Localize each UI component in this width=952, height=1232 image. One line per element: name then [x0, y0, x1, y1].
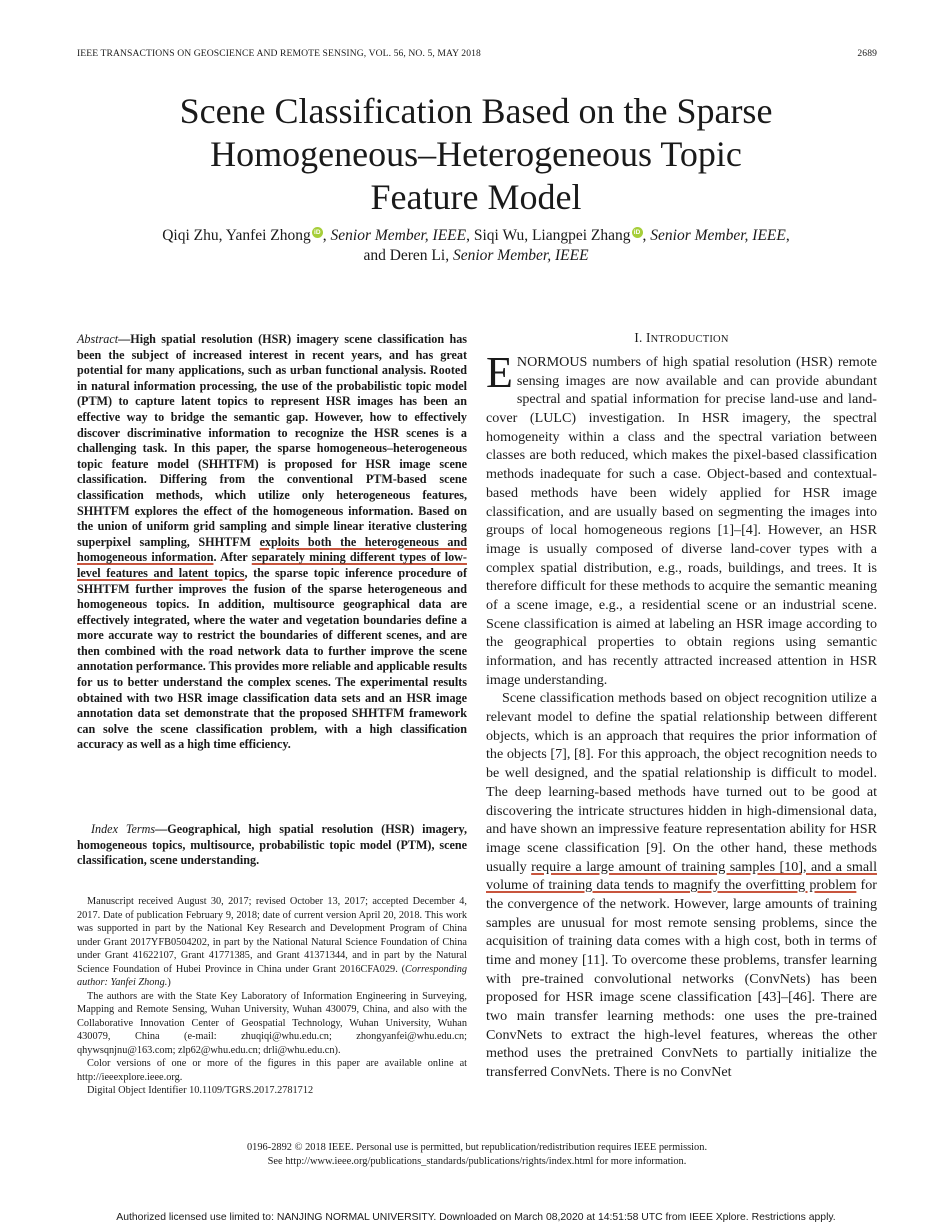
title-line-1: Scene Classification Based on the Sparse: [179, 91, 773, 131]
author-list: [90, 226, 862, 266]
author-line-2: [90, 246, 862, 266]
index-terms-text: Geographical, high spatial resolution (HSR) imagery, homogeneous topics, multisource, probabilistic topic model (PTM), scene classification, scene understanding.: [77, 822, 467, 868]
footnote-affiliation: The authors are with the State Key Laboratory of Information Engineering in Surveying, Mapping and Remote Sensing, Wuhan University, Wuhan 430079, China, and also with the Collaborative Innovation Center of Geospatial Technology, Wuhan University, Wuhan 430079, China (e-mail: zhuqiqi@whu.edu.cn; zhongyanfei@whu.edu.cn; qhywsqnjnu@163.com; zlp62@whu.edu.cn; drli@whu.edu.cn).: [77, 990, 467, 1056]
running-header: [77, 48, 877, 59]
copyright-notice: 0196-2892 © 2018 IEEE. Personal use is permitted, but republication/redistribution requires IEEE permission. See http://www.ieee.org/publications_standards/publications/rights/index.html for more information.: [246, 1142, 708, 1167]
paper-title: [150, 90, 802, 219]
abstract-text-2: . After: [213, 550, 252, 565]
page-number: 2689: [857, 48, 877, 59]
footnote-color-versions: Color versions of one or more of the figures in this paper are available online at http://ieeexplore.ieee.org.: [77, 1058, 467, 1083]
author-role-2: Senior Member, IEEE: [650, 227, 786, 244]
license-footer: Authorized licensed use limited to: NANJING NORMAL UNIVERSITY. Downloaded on March 08,2020 at 14:51:58 UTC from IEEE Xplore. Restrictions apply.: [116, 1212, 836, 1223]
index-terms: Index Terms—Geographical, high spatial resolution (HSR) imagery, homogeneous topics, multisource, probabilistic topic model (PTM), scene classification, scene understanding.: [77, 822, 467, 868]
author-line-1: Qiqi Zhu, Yanfei Zhong iD , Senior Member, IEEE, Siqi Wu, Liangpei Zhang iD , Senior Member, IEEE,: [162, 227, 790, 244]
abstract-text-3: , the sparse topic inference procedure of SHHTFM further improves the fusion of the sparse heterogeneous and homogeneous topics. In addition, multisource geographical data are effectively integrated, where the water and vegetation boundaries define a more accurate way to restrict the boundaries of different scenes, and are then combined with the road network data to further improve the scene annotation performance. This provides more reliable and applicable results for us to better understand the complex scenes. The experimental results obtained with two HSR image classification data sets and an HSR image annotation data set demonstrate that the proposed SHHTFM framework can solve the scene classification problem, with a high classification accuracy as well as a high time efficiency.: [77, 565, 467, 752]
title-line-3: Feature Model: [370, 177, 582, 217]
footnote: [77, 895, 467, 1098]
orcid-icon[interactable]: iD: [632, 227, 643, 238]
author-names-3: and Deren Li,: [363, 247, 453, 264]
footnote-manuscript: Manuscript received August 30, 2017; revised October 13, 2017; accepted December 4, 2017. Date of publication February 9, 2018; date of current version April 20, 2018. This work was supported in part by the National Key Research and Development Program of China under Grant 2017YFB0504202, in part by the National Natural Science Foundation of China under Grant 41622107, Grant 41771385, and Grant 41371344, and in part by the Natural Science Foundation of Hubei Province in China under Grant 2016CFA029. (Corresponding author: Yanfei Zhong.): [77, 896, 467, 988]
abstract-label: Abstract: [77, 332, 119, 346]
abstract: Abstract—High spatial resolution (HSR) imagery scene classification has been the subject of increased interest in recent years, and has great potential for many applications, such as urban functional analysis. Rooted in natural information processing, the use of the probabilistic topic model (PTM) to capture latent topics to represent HSR images has been an effective way to bridge the semantic gap. However, how to effectively discover discriminative information to recognize the HSR scenes is a challenging task. In this paper, the sparse homogeneous–heterogeneous topic feature model (SHHTFM) is proposed for HSR image scene classification. Differing from the conventional PTM-based scene classification methods, which utilize only heterogeneous features, SHHTFM explores the effect of the homogeneous information. Based on the union of uniform grid sampling and simple linear iterative clustering superpixel sampling, SHHTFM exploits both the heterogeneous and homogeneous information. After separately mining different types of low-level features and latent topics, the sparse topic inference procedure of SHHTFM further improves the fusion of the sparse heterogeneous and homogeneous topics. In addition, multisource geographical data are effectively integrated, where the water and vegetation boundaries define a more accurate way to restrict the boundaries of different scenes, and are then combined with the road network data to further improve the scene annotation performance. This provides more reliable and applicable results for us to better understand the complex scenes. The experimental results obtained with two HSR image classification data sets and an HSR image annotation data set demonstrate that the proposed SHHTFM framework can solve the scene classification problem, with a high classification accuracy as well as a high time efficiency.: [77, 332, 467, 752]
intro-highlight: require a large amount of training samples [10], and a small volume of training data tends to magnify the overfitting problem: [486, 858, 877, 894]
author-role-3: Senior Member, IEEE: [452, 247, 589, 264]
orcid-icon[interactable]: iD: [312, 227, 323, 238]
author-names-2: , Siqi Wu, Liangpei Zhang: [466, 227, 631, 244]
title-line-2: Homogeneous–Heterogeneous Topic: [210, 134, 742, 174]
section-heading: I. INTRODUCTION: [634, 330, 729, 345]
author-names-1: Qiqi Zhu, Yanfei Zhong: [162, 227, 311, 244]
abstract-highlight-2: separately mining different types of low-level features and latent topics: [77, 550, 467, 580]
journal-name: IEEE TRANSACTIONS ON GEOSCIENCE AND REMOTE SENSING, VOL. 56, NO. 5, MAY 2018: [77, 48, 481, 59]
abstract-text-1: High spatial resolution (HSR) imagery scene classification has been the subject of increased interest in recent years, and has great potential for many applications, such as urban functional analysis. Rooted in natural information processing, the use of the probabilistic topic model (PTM) to capture latent topics to represent HSR images has been an effective way to bridge the semantic gap. However, how to effectively discover discriminative information to recognize the HSR scenes is a challenging task. In this paper, the sparse homogeneous–heterogeneous topic feature model (SHHTFM) is proposed for HSR image scene classification. Differing from the conventional PTM-based scene classification methods, which utilize only heterogeneous features, SHHTFM explores the effect of the homogeneous information. Based on the union of uniform grid sampling and simple linear iterative clustering superpixel sampling, SHHTFM: [77, 332, 467, 549]
index-terms-label: Index Terms: [91, 822, 156, 836]
intro-paragraph-2: Scene classification methods based on object recognition utilize a relevant model to define the spatial relationship between different objects, which is an approach that requires the prior information of the objects [7], [8]. For this approach, the object recognition needs to be well designed, and the spatial relationship is difficult to model. The deep learning-based methods have turned out to be good at discovering the intricate structures hidden in high-dimensional data, and have shown an impressive feature representation ability for HSR image scene classification [9]. On the other hand, these methods usually require a large amount of training samples [10], and a small volume of training data tends to magnify the overfitting problem for the convergence of the network. However, large amounts of training samples are unusual for most remote sensing problems, since the acquisition of training data comes with a high cost, both in terms of time and money [11]. To overcome these problems, transfer learning with pre-trained convolutional networks (ConvNets) has been proposed for HSR image scene classification [43]–[46]. There are two main transfer learning methods: one uses the pre-trained ConvNets to extract the high-level features, whereas the other method uses the pretrained ConvNets to partially initialize the transferred ConvNets. There is no ConvNet: [486, 690, 877, 1081]
introduction-text: [486, 348, 877, 1082]
abstract-highlight-1: exploits both the heterogeneous and homogeneous information: [77, 534, 467, 565]
drop-cap: E: [486, 348, 513, 397]
intro-paragraph-1: ENORMOUS numbers of high spatial resolution (HSR) remote sensing images are now available and can provide abundant spectral and spatial information for precise land-use and land-cover (LULC) investigation. In HSR imagery, the spectral homogeneity within a class and the spectral variation between classes are both reduced, which makes the pixel-based classification methods inadequate for such a case. Object-based and contextual-based methods have been widely applied for HSR image classification, and are usually based on segmenting the images into groups of local homogeneous regions [1]–[4]. However, an HSR image is usually composed of diverse land-cover types with a complex spatial distribution, e.g., roads, buildings, and trees. It is therefore difficult for these methods to acquire the semantic meaning of a scene image, e.g., a residential scene or an industrial scene. Scene classification is aimed at labeling an HSR image according to the geographical properties to obtain regions using semantic information, and has recently attracted increased attention in HSR image understanding.: [486, 348, 877, 688]
footnote-doi: Digital Object Identifier 10.1109/TGRS.2017.2781712: [87, 1085, 314, 1096]
author-role-1: Senior Member, IEEE: [330, 227, 467, 244]
